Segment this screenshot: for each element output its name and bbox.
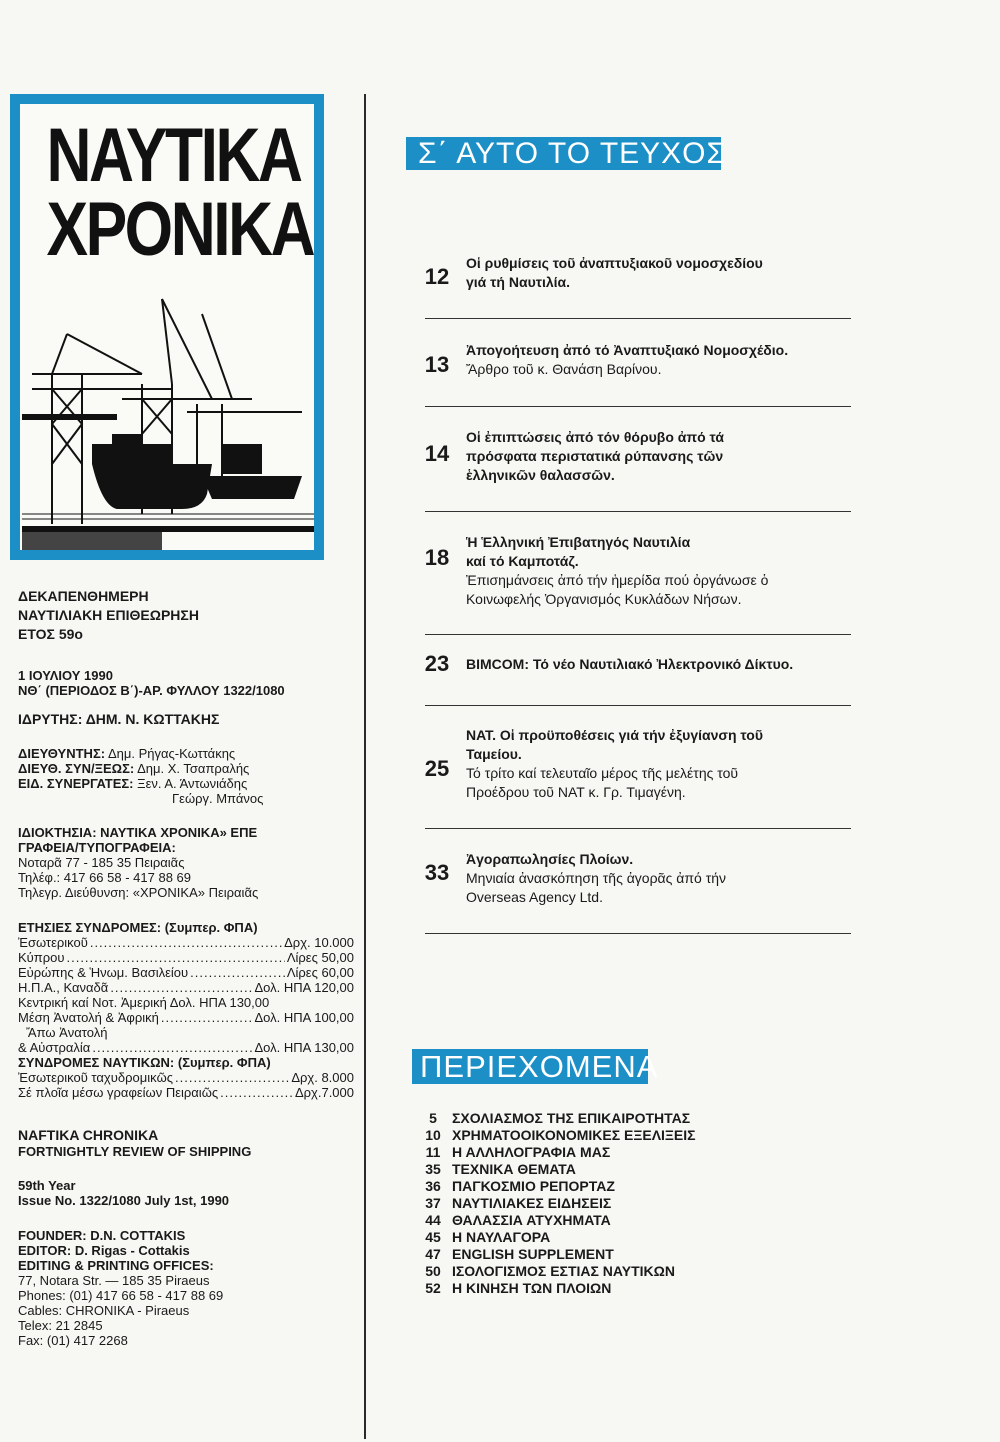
toc-line: Προέδρου τοῦ ΝΑΤ κ. Γρ. Τιμαγένη. [466, 784, 686, 800]
toc-separator [425, 406, 851, 407]
contents-item[interactable]: 35 ΤΕΧΝΙΚΑ ΘΕΜΑΤΑ [425, 1161, 576, 1177]
contents-list [414, 1110, 696, 1297]
subscription-row: Η.Π.Α., Καναδᾶ ..... Δολ. ΗΠΑ 120,00 [18, 980, 354, 995]
subscription-row: Κύπρου ..... Λίρες 50,00 [18, 950, 354, 965]
toc-line: Ἡ Ἑλληνική Ἐπιβατηγός Ναυτιλία [466, 534, 691, 550]
toc-separator [425, 634, 851, 635]
toc-line: Overseas Agency Ltd. [466, 889, 603, 905]
toc-line: Ἐπισημάνσεις ἀπό τήν ἡμερίδα πού ὀργάνωσε ὁ [466, 572, 769, 588]
owner-address: Νοταρᾶ 77 - 185 35 Πειραιᾶς [18, 855, 185, 870]
subscriptions-block [18, 920, 354, 1100]
toc-separator [425, 828, 851, 829]
editor-name: Δημ. Χ. Τσαπραλής [137, 761, 250, 776]
english-offices: EDITING & PRINTING OFFICES: [18, 1258, 214, 1273]
subscription-row: Ἐσωτερικοῦ ..... Δρχ. 10.000 [18, 935, 354, 950]
toc-entry[interactable] [466, 533, 768, 609]
associates-label: ΕΙΔ. ΣΥΝΕΡΓΑΤΕΣ: [18, 776, 134, 791]
subscription-row: Μέση Ἀνατολή & Ἀφρική ..... Δολ. ΗΠΑ 100,00 [18, 1010, 354, 1025]
credits-block [18, 746, 263, 806]
subscription-row: Κεντρική καί Νοτ. Ἀμερική Δολ. ΗΠΑ 130,00 [18, 995, 270, 1010]
toc-line: BIMCOM: Τό νέο Ναυτιλιακό Ἠλεκτρονικό Δίκτυο. [466, 656, 794, 672]
naval-subscription-row: Ἐσωτερικοῦ ταχυδρομικῶς ..... Δρχ. 8.000 [18, 1070, 354, 1085]
toc-line: γιά τή Ναυτιλία. [466, 274, 571, 290]
naval-subscriptions-heading: ΣΥΝΔΡΟΜΕΣ ΝΑΥΤΙΚΩΝ: (Συμπερ. ΦΠΑ) [18, 1055, 271, 1070]
toc-line: Μηνιαία ἀνασκόπηση τῆς ἀγορᾶς ἀπό τήν [466, 870, 727, 886]
english-credits [18, 1228, 223, 1348]
toc-entry[interactable] [466, 655, 793, 674]
toc-line: Ἀγοραπωλησίες Πλοίων. [466, 851, 634, 867]
english-masthead [18, 1127, 251, 1159]
contents-title: ΠΕΡΙΕΧΟΜΕΝΑ [420, 1049, 659, 1084]
in-this-issue-banner [406, 137, 727, 170]
english-editor: EDITOR: D. Rigas - Cottakis [18, 1243, 190, 1258]
director-name: Δημ. Ρήγας-Κωττάκης [107, 746, 236, 761]
contents-item[interactable]: 10 ΧΡΗΜΑΤΟΟΙΚΟΝΟΜΙΚΕΣ ΕΞΕΛΙΞΕΙΣ [425, 1127, 696, 1143]
column-divider [364, 94, 366, 1439]
subscription-row: & Αὐστραλία ..... Δολ. ΗΠΑ 130,00 [18, 1040, 354, 1055]
owner-line: ΙΔΙΟΚΤΗΣΙΑ: ΝΑΥΤΙΚΑ ΧΡΟΝΙΚΑ» ΕΠΕ [18, 825, 258, 840]
subscription-row: Ἄπω Ἀνατολή [26, 1025, 108, 1040]
toc-entry[interactable] [466, 254, 763, 292]
toc-line: Ἀπογοήτευση ἀπό τό Ἀναπτυξιακό Νομοσχέδιο. [466, 342, 789, 358]
editor-label: ΔΙΕΥΘ. ΣΥΝ/ΞΕΩΣ: [18, 761, 135, 776]
toc-page-number: 33 [424, 860, 450, 885]
toc-page-number: 12 [424, 264, 450, 289]
english-telex: Telex: 21 2845 [18, 1318, 103, 1333]
english-subtitle: FORTNIGHTLY REVIEW OF SHIPPING [18, 1144, 252, 1159]
toc-line: Τό τρίτο καί τελευταῖο μέρος τῆς μελέτης τοῦ [466, 765, 739, 781]
toc-page-number: 25 [424, 756, 450, 781]
masthead-frame [10, 94, 324, 560]
associate-1: Ξεν. Α. Άντωνιάδης [137, 776, 248, 791]
publication-year: ΕΤΟΣ 59ο [18, 626, 83, 642]
publication-info [18, 587, 199, 644]
toc-separator [425, 933, 851, 934]
owner-cables: Τηλεγρ. Διεύθυνση: «ΧΡΟΝΙΚΑ» Πειραιᾶς [18, 885, 259, 900]
contents-item[interactable]: 36 ΠΑΓΚΟΣΜΙΟ ΡΕΠΟΡΤΑΖ [425, 1178, 615, 1194]
english-address: 77, Notara Str. — 185 35 Piraeus [18, 1273, 210, 1288]
toc-entry[interactable] [466, 850, 726, 907]
ownership-block [18, 825, 258, 900]
issue-number: ΝΘ΄ (ΠΕΡΙΟΔΟΣ Β΄)-ΑΡ. ΦΥΛΛΟΥ 1322/1080 [18, 683, 285, 698]
toc-line: πρόσφατα περιστατικά ρύπανσης τῶν [466, 448, 724, 464]
publication-type-line2: ΝΑΥΤΙΛΙΑΚΗ ΕΠΙΘΕΩΡΗΣΗ [18, 607, 199, 623]
toc-line: Ἄρθρο τοῦ κ. Θανάση Βαρίνου. [466, 361, 662, 377]
contents-item[interactable]: 45 Η ΝΑΥΛΑΓΟΡΑ [425, 1229, 551, 1245]
toc-separator [425, 511, 851, 512]
toc-line: καί τό Καμποτάζ. [466, 553, 579, 569]
publication-type-line1: ΔΕΚΑΠΕΝΘΗΜΕΡΗ [18, 588, 149, 604]
toc-page-number: 13 [424, 352, 450, 377]
contents-item[interactable]: 5 ΣΧΟΛΙΑΣΜΟΣ ΤΗΣ ΕΠΙΚΑΙΡΟΤΗΤΑΣ [429, 1110, 691, 1126]
toc-line: Ταμείου. [466, 746, 522, 762]
founder-line: ΙΔΡΥΤΗΣ: ΔΗΜ. Ν. ΚΩΤΤΑΚΗΣ [18, 711, 220, 727]
toc-separator [425, 318, 851, 319]
port-cranes-ship-icon [22, 294, 314, 550]
issue-info [18, 668, 285, 698]
in-this-issue-title: Σ΄ ΑΥΤΟ ΤΟ ΤΕΥΧΟΣ [418, 137, 727, 170]
masthead-title-line2: ΧΡΟΝΙΚΑ [46, 187, 314, 272]
toc-entry[interactable] [466, 428, 724, 485]
toc-page-number: 14 [424, 441, 450, 466]
issue-date: 1 ΙΟΥΛΙΟΥ 1990 [18, 668, 113, 683]
toc-separator [425, 705, 851, 706]
masthead-panel [20, 104, 314, 550]
english-name: NAFTIKA CHRONIKA [18, 1127, 159, 1143]
english-cables: Cables: CHRONIKA - Piraeus [18, 1303, 190, 1318]
naval-subscription-row: Σέ πλοῖα μέσω γραφείων Πειραιῶς ..... Δρχ.7.000 [18, 1085, 354, 1100]
associate-2: Γεώργ. Μπάνος [172, 791, 264, 806]
english-phones: Phones: (01) 417 66 58 - 417 88 69 [18, 1288, 224, 1303]
toc-page-number: 23 [424, 651, 450, 676]
contents-banner [412, 1049, 659, 1084]
english-year: 59th Year [18, 1178, 76, 1193]
toc-line: ἑλληνικῶν θαλασσῶν. [466, 467, 615, 483]
english-founder: FOUNDER: D.N. COTTAKIS [18, 1228, 186, 1243]
director-label: ΔΙΕΥΘΥΝΤΗΣ: [18, 746, 106, 761]
contents-item[interactable]: 44 ΘΑΛΑΣΣΙΑ ΑΤΥΧΗΜΑΤΑ [425, 1212, 611, 1228]
offices-label: ΓΡΑΦΕΙΑ/ΤΥΠΟΓΡΑΦΕΙΑ: [18, 840, 176, 855]
toc-line: Κοινωφελής Ὀργανισμός Κυκλάδων Νήσων. [466, 591, 742, 607]
contents-item[interactable]: 50 ΙΣΟΛΟΓΙΣΜΟΣ ΕΣΤΙΑΣ ΝΑΥΤΙΚΩΝ [425, 1263, 675, 1279]
toc-line: Οἱ ρυθμίσεις τοῦ ἀναπτυξιακοῦ νομοσχεδίου [466, 255, 763, 271]
toc-entry[interactable] [466, 726, 763, 802]
english-issue-block [18, 1178, 229, 1208]
subscriptions-heading: ΕΤΗΣΙΕΣ ΣΥΝΔΡΟΜΕΣ: (Συμπερ. ΦΠΑ) [18, 920, 258, 935]
toc-page-number: 18 [424, 545, 450, 570]
toc-line: Οἱ ἐπιπτώσεις ἀπό τόν θόρυβο ἀπό τά [466, 429, 724, 445]
contents-item[interactable]: 52 Η ΚΙΝΗΣΗ ΤΩΝ ΠΛΟΙΩΝ [425, 1280, 612, 1296]
toc-entry[interactable] [466, 341, 788, 379]
english-issue: Issue No. 1322/1080 July 1st, 1990 [18, 1193, 230, 1208]
subscription-row: Εὐρώπης & Ἡνωμ. Βασιλείου ..... Λίρες 60,00 [18, 965, 354, 980]
owner-phones: Τηλέφ.: 417 66 58 - 417 88 69 [18, 870, 191, 885]
toc-line: ΝΑΤ. Οἱ προϋποθέσεις γιά τήν ἐξυγίανση τοῦ [466, 727, 763, 743]
contents-item[interactable]: 11 Η ΑΛΛΗΛΟΓΡΑΦΙΑ ΜΑΣ [425, 1144, 611, 1160]
contents-item[interactable]: 37 ΝΑΥΤΙΛΙΑΚΕΣ ΕΙΔΗΣΕΙΣ [425, 1195, 612, 1211]
english-fax: Fax: (01) 417 2268 [18, 1333, 128, 1348]
masthead-title-line1: ΝΑΥΤΙΚΑ [46, 113, 301, 198]
contents-item[interactable]: 47 ENGLISH SUPPLEMENT [425, 1246, 614, 1262]
